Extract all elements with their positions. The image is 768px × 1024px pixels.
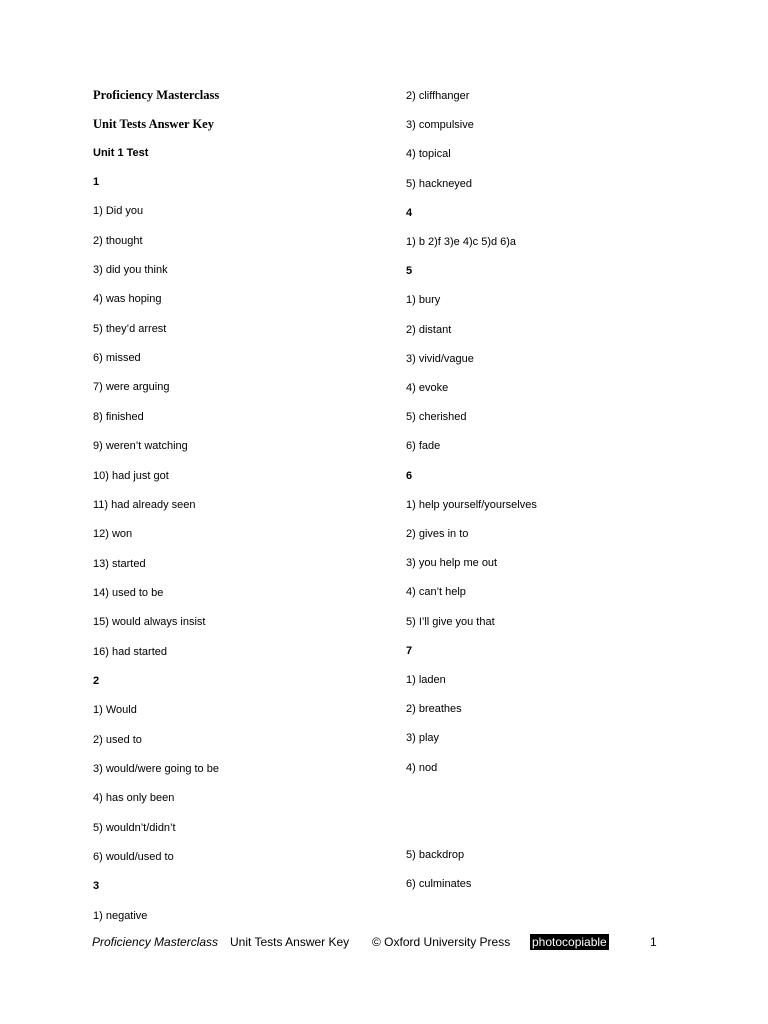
question-number: 4: [406, 206, 413, 219]
answer-line: 9) weren’t watching: [93, 440, 188, 453]
answer-line: 6) would/used to: [93, 851, 174, 864]
answer-line: 4) can’t help: [406, 586, 466, 599]
answer-line: 6) fade: [406, 440, 441, 453]
answer-line: 2) cliffhanger: [406, 90, 470, 102]
answer-line: 4) topical: [406, 148, 451, 161]
question-number: 1: [93, 176, 100, 188]
answer-line: 14) used to be: [93, 586, 164, 599]
answer-line: 3) would/were going to be: [93, 763, 219, 775]
answer-line: 1) bury: [406, 294, 441, 307]
answer-line: 4) nod: [406, 761, 438, 774]
answer-line: 12) won: [93, 528, 133, 541]
answer-line: 2) distant: [406, 323, 452, 336]
answer-line: 5) backdrop: [406, 849, 465, 862]
footer-copyright: © Oxford University Press: [372, 935, 511, 949]
question-number: 3: [93, 880, 100, 893]
answer-line: 2) thought: [93, 234, 143, 247]
answer-line: 5) I’ll give you that: [406, 615, 495, 628]
answer-line: 2) gives in to: [406, 528, 469, 540]
question-number: 6: [406, 469, 413, 482]
book-title: Proficiency Masterclass: [93, 88, 220, 102]
answer-line: 3) play: [406, 732, 440, 745]
answer-line: 11) had already seen: [93, 498, 196, 511]
answer-line: 10) had just got: [93, 469, 169, 482]
doc-subtitle: Unit Tests Answer Key: [93, 117, 214, 131]
question-number: 7: [406, 644, 413, 657]
answer-line: 5) they’d arrest: [93, 322, 167, 335]
answer-line: 1) Did you: [93, 205, 144, 218]
answer-line: 2) used to: [93, 733, 142, 746]
footer-book-title: Proficiency Masterclass: [92, 935, 219, 949]
answer-line: 1) help yourself/yourselves: [406, 498, 537, 511]
page-footer: [92, 933, 672, 951]
answer-line: 1) b 2)f 3)e 4)c 5)d 6)a: [406, 236, 517, 248]
answer-line: 4) has only been: [93, 792, 175, 805]
answer-line: 6) missed: [93, 352, 141, 365]
answer-line: 1) Would: [93, 704, 137, 717]
answer-line: 5) wouldn’t/didn’t: [93, 821, 176, 834]
answer-line: 5) hackneyed: [406, 177, 473, 190]
answer-line: 7) were arguing: [93, 381, 170, 394]
answer-line: 3) compulsive: [406, 119, 474, 132]
answer-line: 5) cherished: [406, 411, 467, 424]
photocopiable-badge: photocopiable: [532, 935, 607, 949]
answer-line: 13) started: [93, 557, 146, 570]
answer-line: 15) would always insist: [93, 616, 206, 629]
question-number: 2: [93, 674, 100, 687]
answer-line: 3) you help me out: [406, 557, 498, 570]
answer-line: 4) evoke: [406, 382, 449, 394]
answer-line: 8) finished: [93, 410, 144, 423]
answer-line: 1) negative: [93, 909, 148, 922]
page-number: 1: [650, 935, 657, 949]
answer-line: 16) had started: [93, 645, 167, 658]
unit-heading: Unit 1 Test: [93, 147, 149, 159]
answer-line: 6) culminates: [406, 878, 472, 891]
answer-line: 1) laden: [406, 674, 446, 686]
answer-line: 3) vivid/vague: [406, 352, 474, 365]
answer-line: 4) was hoping: [93, 293, 162, 306]
question-number: 5: [406, 265, 413, 278]
footer-doc-name: Unit Tests Answer Key: [230, 935, 350, 949]
answer-line: 3) did you think: [93, 264, 168, 277]
answer-line: 2) breathes: [406, 703, 462, 716]
